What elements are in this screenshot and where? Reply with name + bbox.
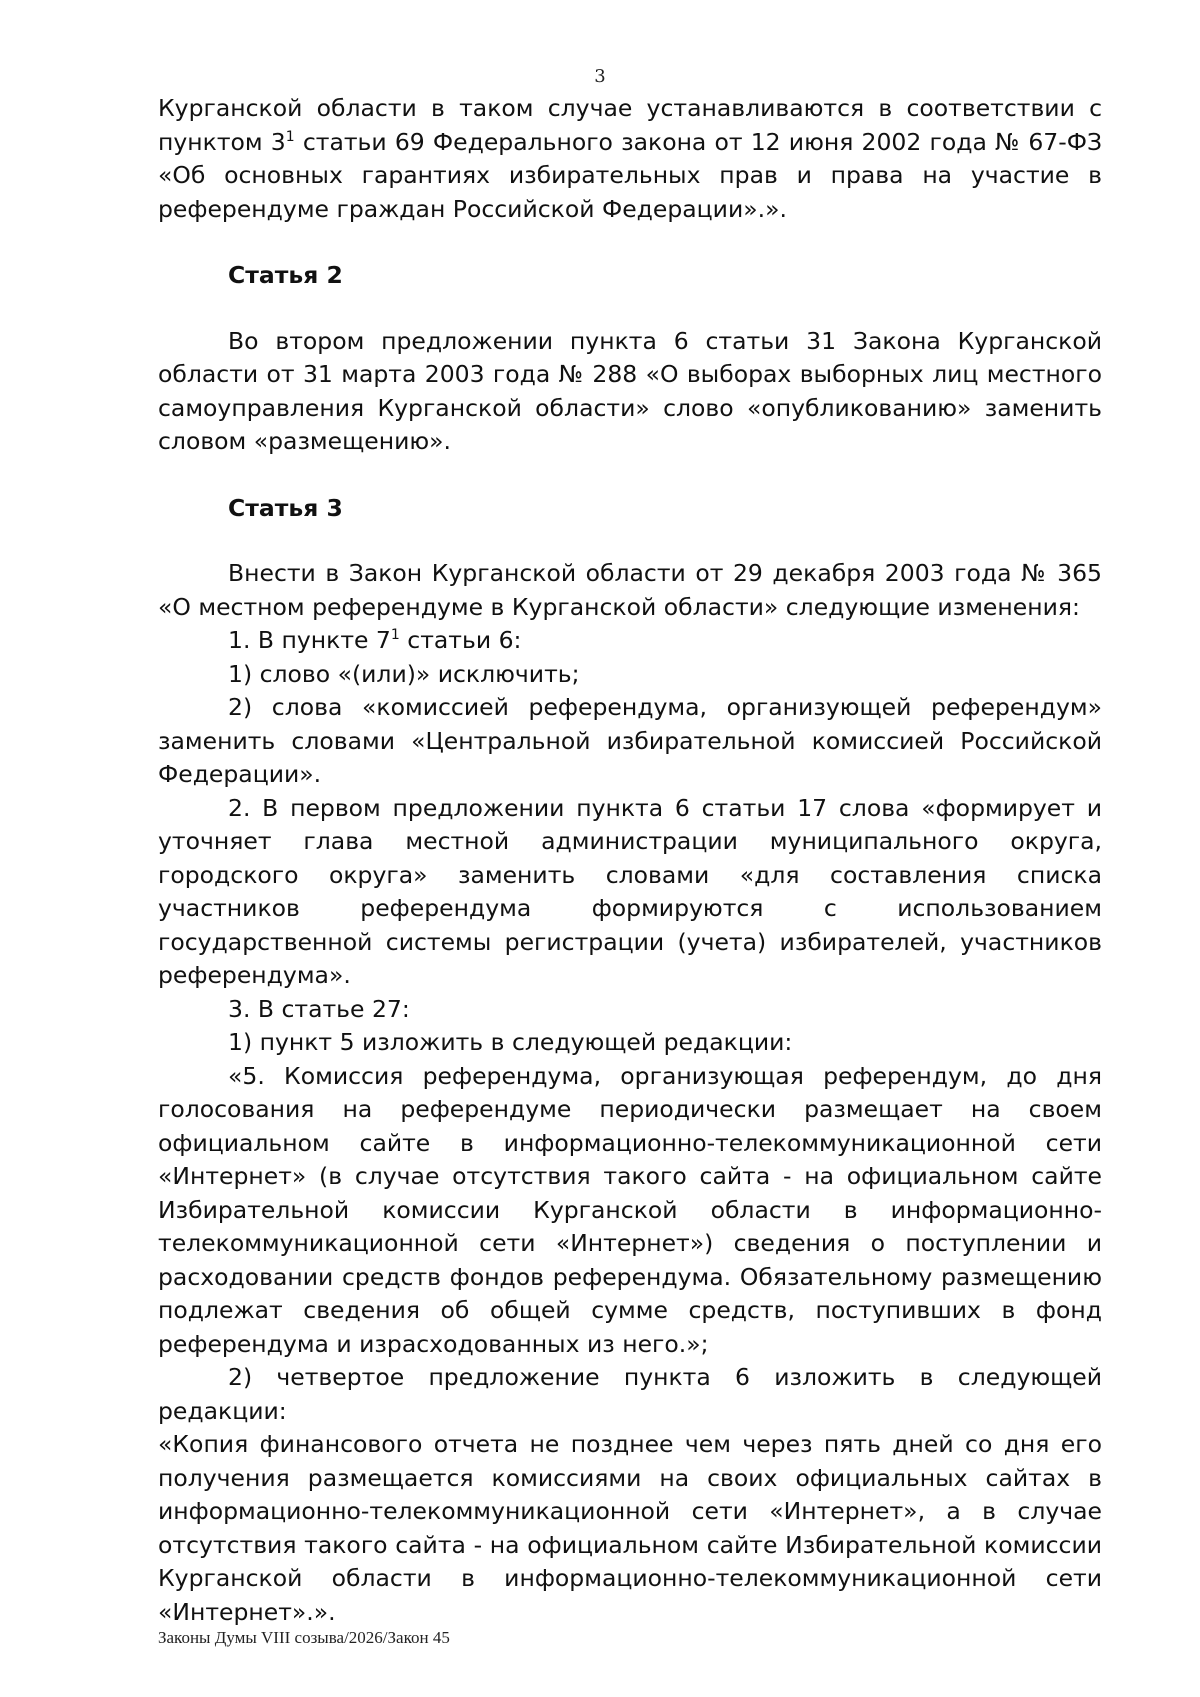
article-2-heading: Статья 2 (228, 261, 343, 289)
article-3-intro: Внести в Закон Курганской области от 29 декабря 2003 года № 365 «О местном референдуме в Курганской области» следующие изменения: (158, 559, 1102, 621)
article-2-text: Во втором предложении пункта 6 статьи 31 Закона Курганской области от 31 марта 2003 года № 288 «О выборах выборных лиц местного самоуправления Курганской области» слово «опубликованию» заменить словом «размещению». (158, 326, 1102, 455)
article-3-item-3-2-text: «Копия финансового отчета не позднее чем через пять дней со дня его получения размещается комиссиями на своих официальных сайтах в информационно-телекоммуникационной сети «Интернет», а в случае отсутствия такого сайта - на официальном сайте Избирательной комиссии Курганской области в информационно-телекоммуникационной сети «Интернет».». (158, 1430, 1102, 1626)
superscript: 1 (390, 627, 400, 643)
document-footer: Законы Думы VIII созыва/2026/Закон 45 (158, 1628, 450, 1647)
article-3-item-3: 3. В статье 27: (228, 994, 410, 1023)
superscript: 1 (285, 128, 295, 145)
article-3-item-1-1: 1) слово «(или)» исключить; (228, 659, 580, 688)
article-3-item-2: 2. В первом предложении пункта 6 статьи 17 слова «формирует и уточняет глава местной администрации муниципального округа, городского округа» заменить словами «для составления списка участников референдума формируются с использованием государственной системы регистрации (учета) избирателей, участников референдума». (158, 793, 1102, 989)
article-3-heading: Статья 3 (228, 493, 343, 522)
item-1-text-end: статьи 6: (399, 626, 522, 654)
page-number: 3 (594, 66, 606, 87)
article-3-item-3-1: 1) пункт 5 изложить в следующей редакции: (228, 1028, 793, 1056)
article-3-item-3-2: 2) четвертое предложение пункта 6 изложить в следующей редакции: (158, 1363, 1102, 1425)
lead-text-start: Курганской области в таком случае устанавливаются в соответствии с пунктом 3 (158, 94, 1102, 156)
article-3-item-1 (158, 624, 1102, 658)
article-3-item-3-1-text: «5. Комиссия референдума, организующая референдум, до дня голосования на референдуме периодически размещает на своем официальном сайте в информационно-телекоммуникационной сети «Интернет» (в случае отсутствия такого сайта - на официальном сайте Избирательной комиссии Курганской области в информационно-телекоммуникационной сети «Интернет») сведения о поступлении и расходовании средств фондов референдума. Обязательному размещению подлежат сведения об общей сумме средств, поступивших в фонд референдума и израсходованных из него.»; (158, 1061, 1102, 1358)
article-3-item-1-2: 2) слова «комиссией референдума, организующей референдум» заменить словами «Центральной избирательной комиссией Российской Федерации». (158, 693, 1102, 788)
document-body (158, 92, 1102, 1629)
lead-text-end: статьи 69 Федерального закона от 12 июня 2002 года № 67-ФЗ «Об основных гарантиях избирательных прав и права на участие в референдуме граждан Российской Федерации».». (158, 127, 1103, 223)
lead-paragraph (158, 92, 1102, 226)
item-1-text-start: 1. В пункте 7 (228, 626, 391, 654)
